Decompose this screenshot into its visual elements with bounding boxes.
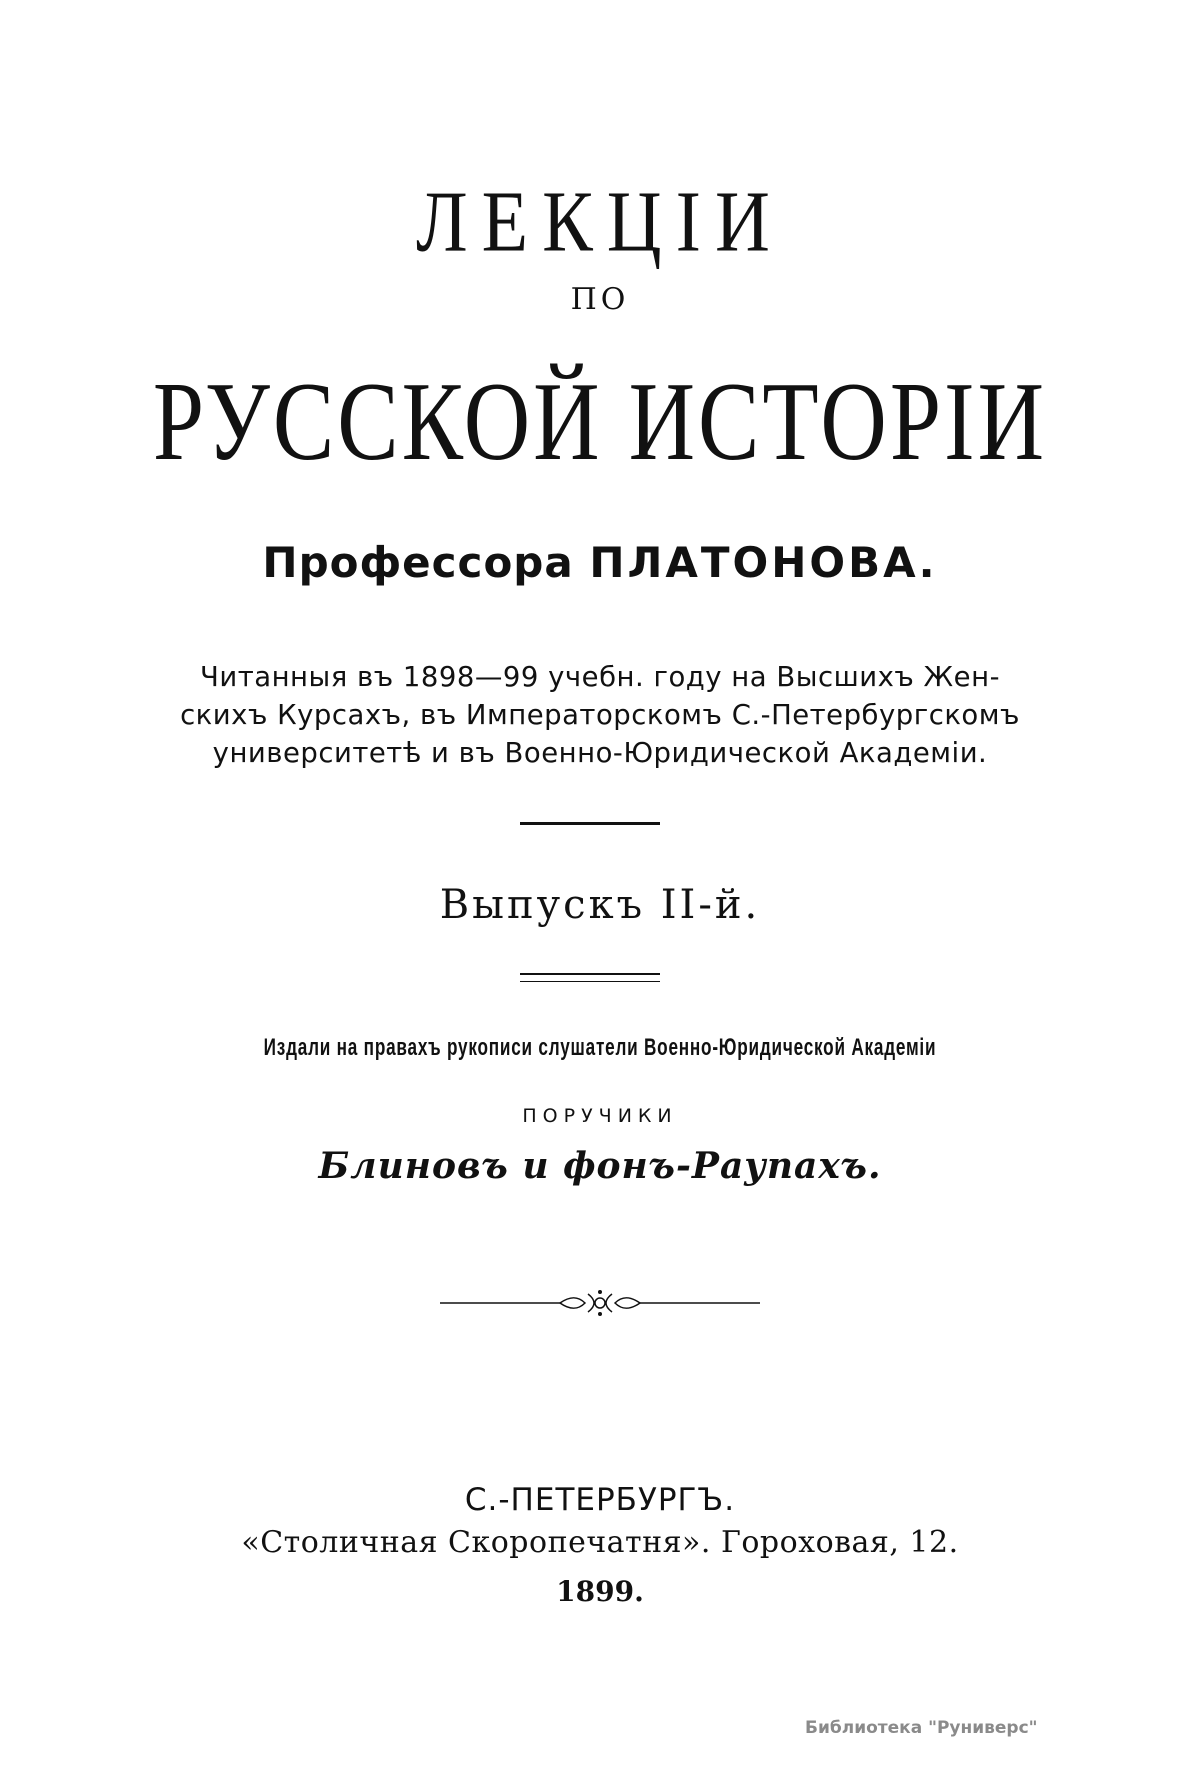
divider-rule-double-top bbox=[520, 973, 660, 975]
subtitle-block bbox=[0, 658, 1200, 772]
rank-label: ПОРУЧИКИ bbox=[522, 1105, 678, 1127]
title-preposition: ПО bbox=[570, 282, 630, 317]
imprint-year: 1899. bbox=[556, 1575, 644, 1608]
author-line bbox=[0, 538, 1200, 587]
author-prefix: Профессора bbox=[262, 538, 574, 587]
imprint-press: «Столичная Скоропечатня». Гороховая, 12. bbox=[241, 1525, 959, 1560]
title-russian-history: РУССКОЙ ИСТОРIИ bbox=[152, 358, 1048, 484]
title-lectures: ЛЕКЦIИ bbox=[416, 173, 784, 270]
ornament-divider-icon bbox=[440, 1288, 760, 1318]
issue-number: Выпускъ II-й. bbox=[439, 882, 761, 928]
author-name: ПЛАТОНОВА. bbox=[589, 538, 938, 587]
library-watermark: Библиотека "Руниверс" bbox=[805, 1718, 1038, 1738]
editor-names: Блиновъ и фонъ-Раупахъ. bbox=[318, 1145, 882, 1187]
divider-rule-double-bottom bbox=[520, 981, 660, 982]
publisher-note: Издали на правахъ рукописи слушатели Военно-Юридической Академiи bbox=[263, 1032, 937, 1061]
subtitle-line: скихъ Курсахъ, въ Императорскомъ С.-Петербургскомъ bbox=[180, 699, 1020, 731]
subtitle-line: университетѣ и въ Военно-Юридической Академiи. bbox=[212, 737, 988, 769]
imprint-city: С.-ПЕТЕРБУРГЪ. bbox=[464, 1482, 736, 1518]
divider-rule bbox=[520, 822, 660, 825]
subtitle-line: Читанныя въ 1898—99 учебн. году на Высшихъ Жен- bbox=[199, 661, 1000, 693]
